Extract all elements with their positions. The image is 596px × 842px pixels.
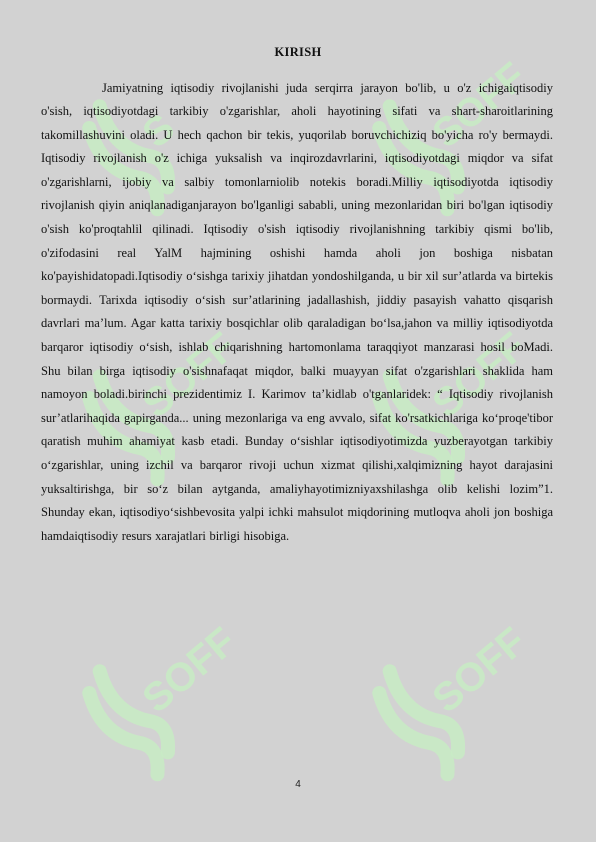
svg-text:S: S [134,105,184,157]
svg-text:SOFF: SOFF [424,54,535,157]
watermark-logo [360,619,535,790]
page-number: 4 [295,779,301,790]
svg-text:SOFF: SOFF [424,324,535,427]
svg-text:SOFF: SOFF [134,619,245,722]
watermark-logo [70,619,245,790]
swirl-logo-icon [70,619,245,790]
svg-text:SOFF: SOFF [424,619,535,722]
svg-text:SOFF: SOFF [134,324,245,427]
body-paragraph: Jamiyatning iqtisodiy rivojlanishi juda serqirra jarayon bo'lib, u o'z ichigaiqtisodiy o'sish, iqtisodiyotdagi tarkibiy o'zgarishlar, aholi hayotining sifati va shart-sharoitlarining takomillashuvini oladi. U hech qachon bir tekis, yuqorilab boruvchichiziq bo'yicha ro'y bermaydi. Iqtisodiy rivojlanish o'z ichiga yuksalish va inqirozdavrlarini, iqtisodiyotdagi miqdor va sifat o'zgarishlarni, ijobiy va salbiy tomonlarniolib notekis boradi.Milliy iqtisodiyotda iqtisodiy rivojlanish qiyin aniqlanadiganjarayon bo'lganligi sababli, uning mezonlaridan biri bo'lgan iqtisodiy o'sish ko'proqtahlil qilinadi. Iqtisodiy o'sish iqtisodiy rivojlanishning tarkibiy qismi bo'lib, o'zifodasini real YalM hajmining oshishi hamda aholi jon boshiga nisbatan ko'payishidatopadi.Iqtisodiy o‘sishga tarixiy jihatdan yondoshilganda, u bir xil sur’atlarda va birtekis bormaydi. Tarixda iqtisodiy o‘sish sur’atlarining jadallashish, jiddiy pasayish vahatto qisqarish davrlari ma’lum. Agar katta tarixiy bosqichlar olib qaraladigan bo‘lsa,jahon va milliy iqtisodiyotda barqaror iqtisodiy o‘sish, ishlab chiqarishning hartomonlama taraqqiyot manzarasi hosil boMadi. Shu bilan birga iqtisodiy o'sishnafaqat miqdor, balki muayyan sifat o'zgarishlari shaklida ham namoyon boladi.birinchi prezidentimiz I. Karimov ta’kidlab o'tganlaridek: “ Iqtisodiy rivojlanish sur’atlarihaqida gapirganda... uning mezonlariga va eng avvalo, sifat ko'rsatkichlariga ko‘proqe'tibor qaratish muhim ahamiyat kasb etadi. Bunday o‘sishlar iqtisodiyotimizda yuzberayotgan tarkibiy o‘zgarishlar, uning izchil va barqaror rivoji uchun xizmat qilishi,xalqimizning hayot darajasini yuksaltirishga, bir so‘z bilan aytganda, amaliyhayotimizniyaxshilashga olib kelishi lozim”1. Shunday ekan, iqtisodiyo‘sishbevosita yalpi ichki mahsulot miqdorining mutloqva aholi jon boshiga hamdaiqtisodiy resurs xarajatlari birligi hisobiga. [41,80,553,543]
page-title: KIRISH [274,45,322,59]
swirl-logo-icon [360,619,535,790]
